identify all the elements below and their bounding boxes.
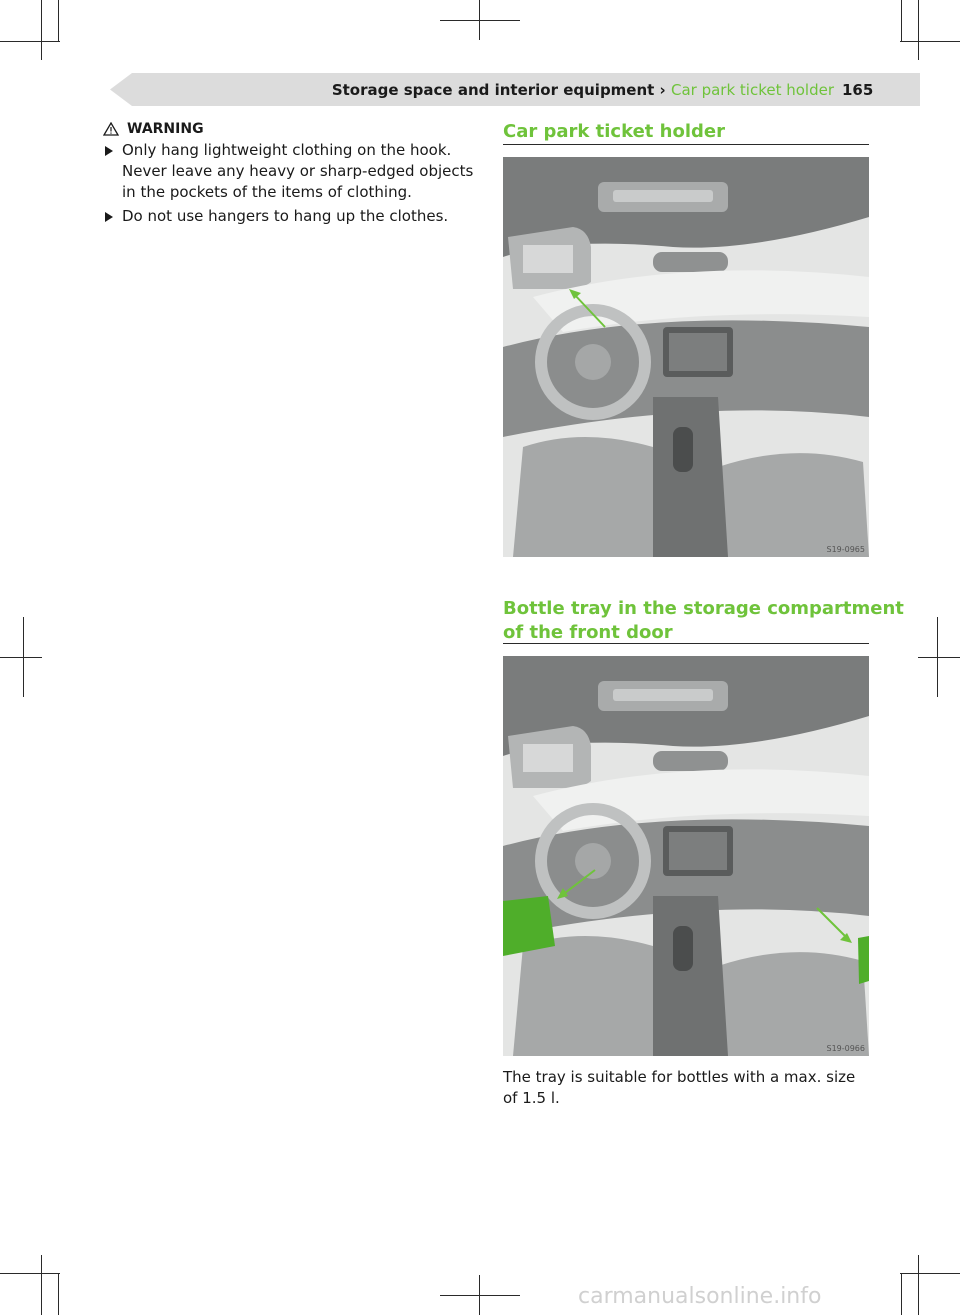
crop-mark xyxy=(918,1255,919,1315)
warning-title: WARNING xyxy=(127,121,204,137)
warning-heading xyxy=(103,121,204,137)
breadcrumb-topic: Car park ticket holder xyxy=(670,81,834,99)
car-interior-illustration xyxy=(503,656,869,1056)
crop-mark xyxy=(918,657,960,658)
crop-mark xyxy=(900,1273,960,1274)
body-paragraph: The tray is suitable for bottles with a max. size of 1.5 l. xyxy=(503,1068,856,1107)
crop-mark xyxy=(440,20,520,21)
warning-item: Only hang lightweight clothing on the hook. Never leave any heavy or sharp-edged objects in the pockets of the items of clothing. xyxy=(105,140,475,203)
crop-mark xyxy=(41,1255,42,1315)
crop-mark xyxy=(918,0,919,60)
crop-mark xyxy=(901,1273,902,1315)
section-rule xyxy=(503,643,869,644)
figure-code: S19-0966 xyxy=(826,1044,865,1053)
crop-mark xyxy=(0,657,42,658)
crop-mark xyxy=(900,41,960,42)
car-interior-illustration xyxy=(503,157,869,557)
crop-mark xyxy=(0,1273,60,1274)
figure-ticket-holder xyxy=(503,157,869,557)
watermark: carmanualsonline.info xyxy=(578,1284,822,1309)
figure-code: S19-0965 xyxy=(826,545,865,554)
crop-mark xyxy=(0,41,60,42)
section-title-ticket-holder: Car park ticket holder xyxy=(503,121,725,142)
section-rule xyxy=(503,144,869,145)
breadcrumb xyxy=(332,80,834,100)
crop-mark xyxy=(901,0,902,42)
warning-icon xyxy=(103,122,119,136)
breadcrumb-section: Storage space and interior equipment xyxy=(331,81,655,99)
crop-mark xyxy=(440,1295,520,1296)
bullet-triangle-icon xyxy=(105,212,113,222)
warning-item: Do not use hangers to hang up the clothes. xyxy=(105,206,475,227)
crop-mark xyxy=(58,1273,59,1315)
warning-list xyxy=(105,140,475,230)
figure-bottle-tray xyxy=(503,656,869,1056)
breadcrumb-separator: › xyxy=(654,81,671,99)
section-title-bottle-tray: Bottle tray in the storage compartment of the front door xyxy=(503,598,904,643)
crop-mark xyxy=(58,0,59,42)
page-number: 165 xyxy=(842,81,874,99)
bullet-triangle-icon xyxy=(105,146,113,156)
crop-mark xyxy=(41,0,42,60)
